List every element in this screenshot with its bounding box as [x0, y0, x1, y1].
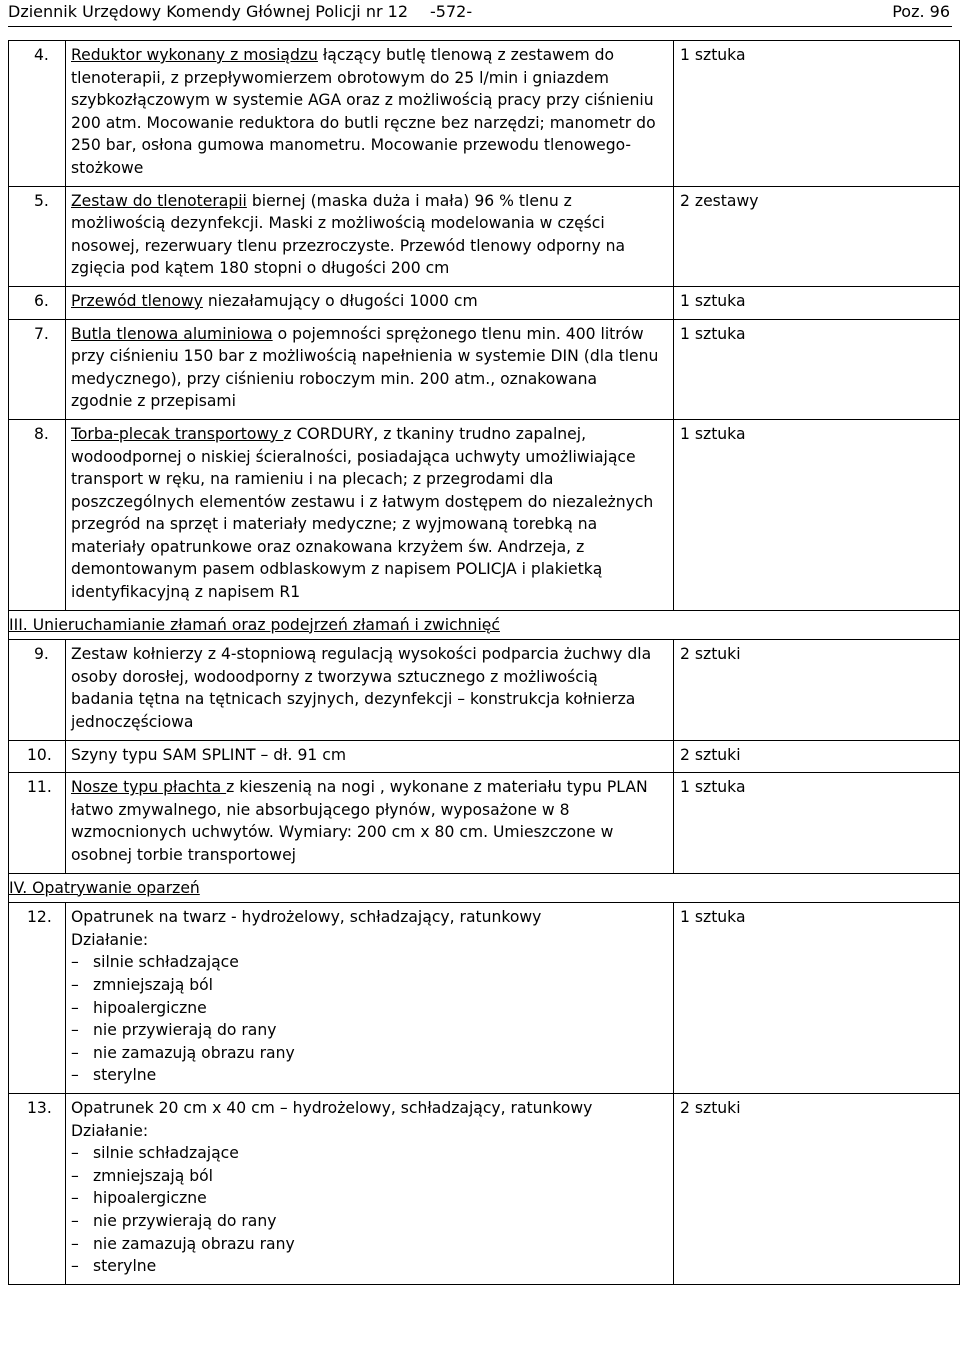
section-title: III. Unieruchamianie złamań oraz podejrzeń złamań i zwichnięć — [9, 615, 500, 634]
item-quantity: 2 sztuki — [674, 1093, 960, 1284]
item-description: Zestaw kołnierzy z 4-stopniową regulacją wysokości podparcia żuchwy dla osoby dorosłej, wodoodporny z tworzywa sztucznego z możliwością badania tętna na tętnicach szyjnych, dezynfekcji – konstrukcja kołnierza jednoczęściowa — [66, 640, 674, 740]
item-text: o pojemności sprężonego tlenu min. 400 litrów przy ciśnieniu 150 bar z możliwością napełnienia w systemie DIN (dla tlenu medycznego), przy ciśnieniu roboczym min. 200 atm., oznakowana zgodnie z przepisami — [71, 324, 659, 411]
item-description — [66, 319, 674, 419]
item-lead: Butla tlenowa aluminiowa — [71, 324, 273, 343]
item-text: z kieszenią na nogi , wykonane z materiału typu PLAN łatwo zmywalnego, nie absorbującego płynów, wyposażone w 8 wzmocnionych uchwytów. Wymiary: 200 cm x 80 cm. Umieszczone w osobnej torbie transportowej — [71, 778, 648, 864]
item-description — [66, 186, 674, 286]
item-text: Opatrunek na twarz - hydrożelowy, schładzający, ratunkowy — [71, 908, 542, 927]
item-quantity: 1 sztuka — [674, 773, 960, 873]
item-quantity: 1 sztuka — [674, 903, 960, 1094]
item-text: łączący butlę tlenową z zestawem do tlenoterapii, z przepływomierzem obrotowym do 25 l/min i gniazdem szybkozłączowym w systemie AGA oraz z możliwością pracy przy ciśnieniu 200 atm. Mocowanie reduktora do butli ręczne bez narzędzi; manometr do 250 bar, osłona gumowa manometru. Mocowanie przewodu tlenowego-stożkowe — [71, 46, 656, 177]
list-item: – hipoalergiczne — [71, 998, 207, 1017]
journal-title: Dziennik Urzędowy Komendy Głównej Policji nr 12 — [8, 2, 408, 21]
list-item: – silnie schładzające — [71, 953, 239, 972]
item-number: 9. — [9, 640, 66, 740]
position-label: Poz. 96 — [892, 2, 950, 21]
item-quantity: 2 zestawy — [674, 186, 960, 286]
table-row — [9, 773, 960, 873]
table-row — [9, 903, 960, 1094]
list-item: – nie zamazują obrazu rany — [71, 1234, 295, 1253]
item-number: 8. — [9, 419, 66, 610]
list-item: – nie przywierają do rany — [71, 1021, 277, 1040]
item-quantity: 1 sztuka — [674, 319, 960, 419]
item-number: 4. — [9, 41, 66, 187]
action-label: Działanie: — [71, 930, 149, 949]
section-title: IV. Opatrywanie oparzeń — [9, 878, 200, 897]
item-description — [66, 1093, 674, 1284]
table-row — [9, 319, 960, 419]
table-row — [9, 640, 960, 740]
list-item: – sterylne — [71, 1066, 157, 1085]
section-row — [9, 873, 960, 903]
section-row — [9, 610, 960, 640]
item-number: 12. — [9, 903, 66, 1094]
item-description — [66, 286, 674, 319]
item-number: 7. — [9, 319, 66, 419]
item-lead: Reduktor wykonany z mosiądzu — [71, 46, 318, 64]
table-row — [9, 186, 960, 286]
item-quantity: 2 sztuki — [674, 740, 960, 773]
item-lead: Torba-plecak transportowy — [71, 424, 284, 443]
list-item: – hipoalergiczne — [71, 1189, 207, 1208]
page-number: -572- — [430, 2, 473, 21]
list-item: – silnie schładzające — [71, 1144, 239, 1163]
header-left — [8, 0, 472, 24]
page-header — [8, 0, 952, 27]
item-number: 10. — [9, 740, 66, 773]
item-lead: Przewód tlenowy — [71, 291, 203, 310]
section-heading — [9, 873, 960, 903]
list-item: – nie przywierają do rany — [71, 1211, 277, 1230]
item-quantity: 1 sztuka — [674, 41, 960, 187]
table-row — [9, 740, 960, 773]
section-heading — [9, 610, 960, 640]
item-lead: Zestaw do tlenoterapii — [71, 191, 247, 210]
item-lead: Nosze typu płachta — [71, 778, 227, 797]
item-number: 11. — [9, 773, 66, 873]
item-description: Szyny typu SAM SPLINT – dł. 91 cm — [66, 740, 674, 773]
action-label: Działanie: — [71, 1121, 149, 1140]
item-number: 6. — [9, 286, 66, 319]
table-row — [9, 41, 960, 187]
item-number: 5. — [9, 186, 66, 286]
list-item: – zmniejszają ból — [71, 1166, 213, 1185]
list-item: – zmniejszają ból — [71, 975, 213, 994]
list-item: – nie zamazują obrazu rany — [71, 1043, 295, 1062]
list-item: – sterylne — [71, 1257, 157, 1276]
item-quantity: 1 sztuka — [674, 286, 960, 319]
item-description — [66, 903, 674, 1094]
equipment-table — [8, 40, 960, 1285]
item-text: z CORDURY, z tkaniny trudno zapalnej, wodoodpornej o niskiej ścieralności, posiadająca uchwyty umożliwiające transport w ręku, na ramieniu i na plecach; z przegrodami dla poszczególnych elementów zestawu i z łatwym dostępem do niezależnych przegród na sprzęt i materiały medyczne; z wyjmowaną torebką na materiały opatrunkowe oraz oznakowana krzyżem św. Andrzeja, z demontowanym pasem odblaskowym z napisem POLICJA i plakietką identyfikacyjną z napisem R1 — [71, 424, 654, 602]
table-row — [9, 286, 960, 319]
item-text: niezałamujący o długości 1000 cm — [202, 291, 478, 310]
item-quantity: 2 sztuki — [674, 640, 960, 740]
item-description — [66, 419, 674, 610]
item-text: Opatrunek 20 cm x 40 cm – hydrożelowy, schładzający, ratunkowy — [71, 1098, 593, 1117]
item-description — [66, 41, 674, 187]
item-description — [66, 773, 674, 873]
item-text: biernej (maska duża i mała) 96 % tlenu z możliwością dezynfekcji. Maski z możliwością modelowania w części nosowej, rezerwuary tlenu przezroczyste. Przewód tlenowy odporny na zgięcia pod kątem 180 stopni o długości 200 cm — [71, 191, 626, 278]
item-number: 13. — [9, 1093, 66, 1284]
item-quantity: 1 sztuka — [674, 419, 960, 610]
table-row — [9, 419, 960, 610]
table-row — [9, 1093, 960, 1284]
